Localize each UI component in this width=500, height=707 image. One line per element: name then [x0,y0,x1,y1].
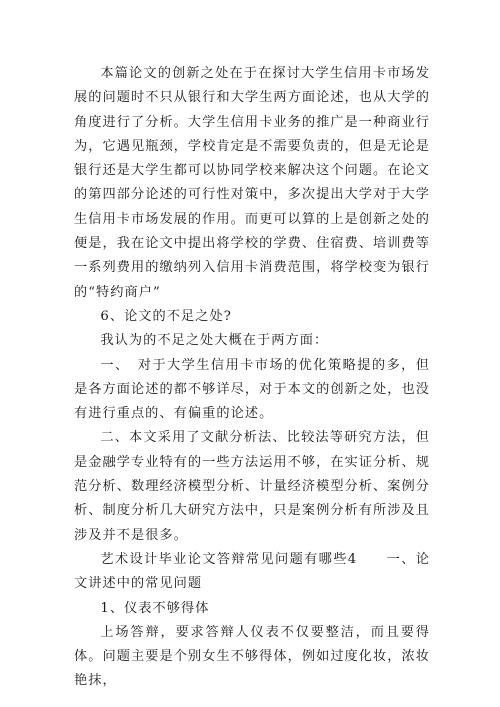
paragraph-shortcoming-two: 二、本文采用了文献分析法、比较法等研究方法，但是金融学专业特有的一些方法运用不够，在实证分析、规范分析、数理经济模型分析、计量经济模型分析、案例分析、制度分析几大研究方法中，只是案例分析有所涉及且涉及并不是很多。 [74,430,430,543]
paragraph-appearance: 上场答辩，要求答辩人仪表不仅要整洁，而且要得体。问题主要是个别女生不够得体，例如过度化妆，浓妆艳抹， [74,624,430,689]
section-heading-shortcomings: 6、论文的不足之处? [100,308,232,324]
paragraph-shortcomings-intro: 我认为的不足之处大概在于两方面： [100,333,329,349]
paragraph-shortcoming-one: 一、 对于大学生信用卡市场的优化策略提的多，但是各方面论述的都不够详尽，对于本文的创新之处，也没有进行重点的、有偏重的论述。 [74,357,430,422]
document-page [74,62,430,694]
paragraph-innovation: 本篇论文的创新之处在于在探讨大学生信用卡市场发展的问题时不只从银行和大学生两方面论述，也从大学的角度进行了分析。大学生信用卡业务的推广是一种商业行为，它遇见瓶颈，学校肯定是不需要负责的，但是无论是银行还是大学生都可以协同学校来解决这个问题。在论文的第四部分论述的可行性对策中，多次提出大学对于大学生信用卡市场发展的作用。而更可以算的上是创新之处的便是，我在论文中提出将学校的学费、住宿费、培训费等一系列费用的缴纳列入信用卡消费范围，将学校变为银行的“特约商户” [74,66,430,300]
section-heading-appearance: 1、仪表不够得体 [100,600,210,616]
paragraph-defense-questions: 艺术设计毕业论文答辩常见问题有哪些4 一、论文讲述中的常见问题 [74,551,430,592]
